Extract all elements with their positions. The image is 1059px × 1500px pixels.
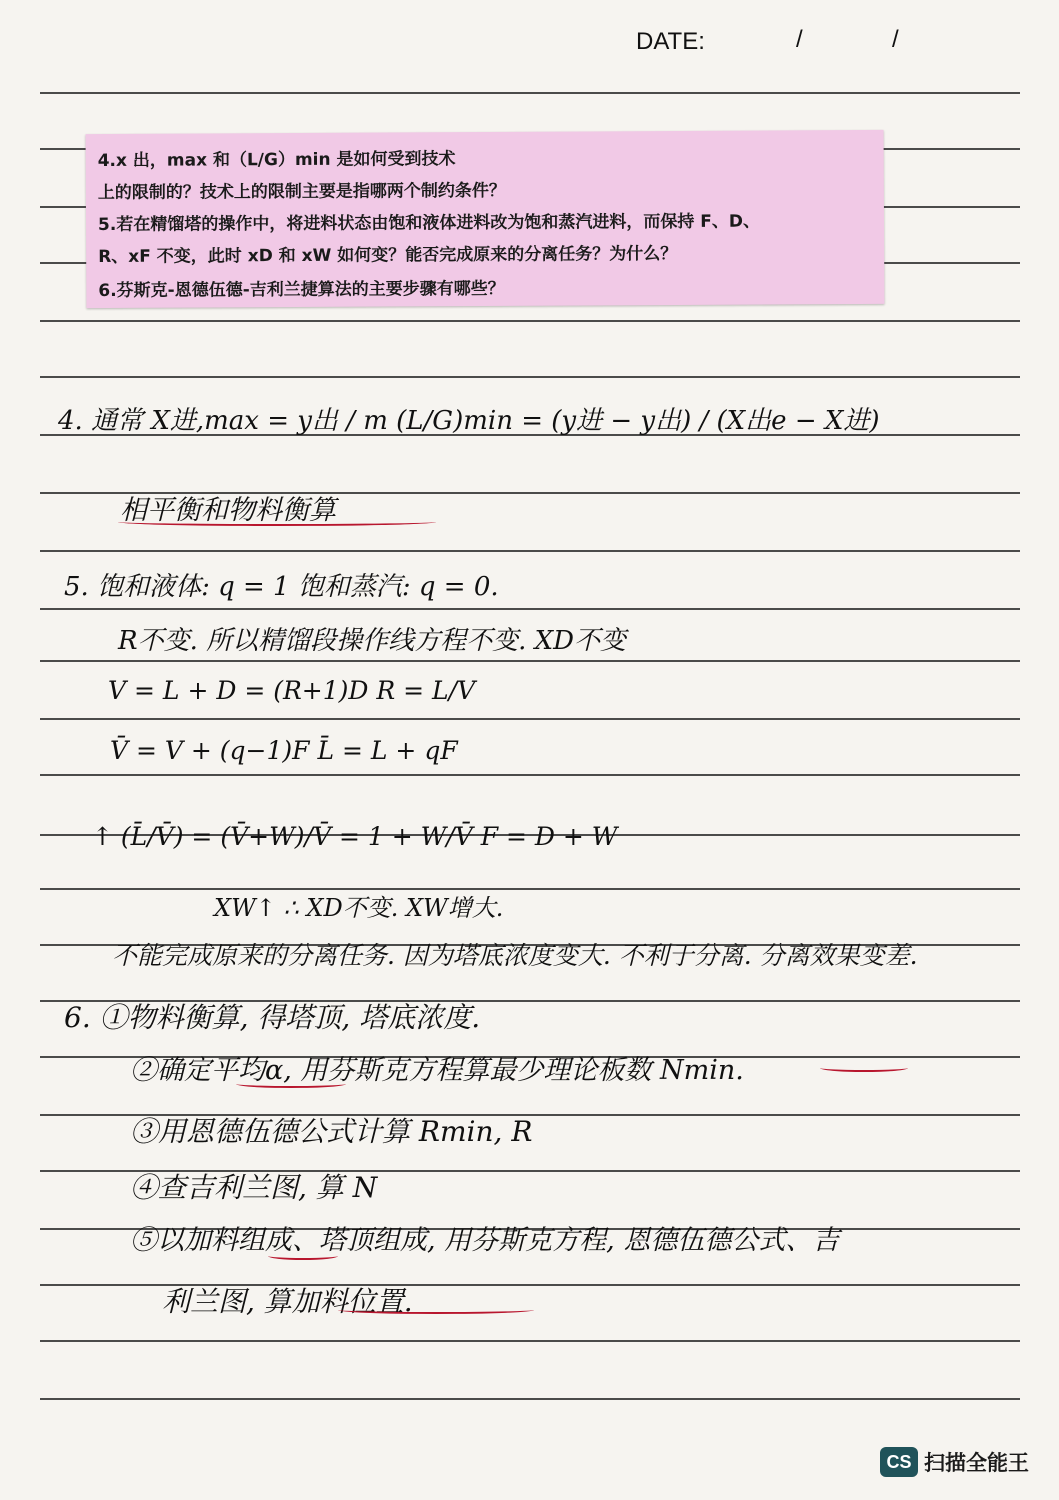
scanner-watermark: [880, 1444, 1029, 1480]
red-underline: [236, 1080, 346, 1088]
answer-5-ratio: ↑ (L̄/V̄) = (V̄+W)/V̄ = 1 + W/V̄ F = D + W: [92, 822, 618, 851]
ruled-line: [40, 774, 1020, 776]
question-5-line1: 5.若在精馏塔的操作中，将进料状态由饱和液体进料改为饱和蒸汽进料，而保持 F、D、: [97, 211, 761, 236]
question-6: 6.芬斯克-恩德伍德-吉利兰捷算法的主要步骤有哪些？: [98, 278, 505, 302]
answer-6-step5: ⑤以加料组成、塔顶组成, 用芬斯克方程, 恩德伍德公式、吉: [130, 1225, 840, 1256]
date-label: DATE:: [636, 28, 705, 55]
answer-6-step1: 6. ①物料衡算, 得塔顶, 塔底浓度.: [64, 1001, 481, 1034]
ruled-line: [40, 320, 1020, 322]
question-4-line1: 4.x 出，max 和（L/G）min 是如何受到技术: [97, 149, 456, 172]
answer-5-conclusion: 不能完成原来的分离任务. 因为塔底浓度变大. 不利于分离. 分离效果变差.: [112, 941, 918, 970]
ruled-line: [40, 1398, 1020, 1400]
answer-4-conditions: 相平衡和物料衡算: [120, 495, 336, 526]
ruled-line: [40, 888, 1020, 890]
watermark-text: 扫描全能王: [924, 1451, 1029, 1475]
question-4-line2: 上的限制的？技术上的限制主要是指哪两个制约条件？: [97, 180, 506, 204]
question-5-line2: R、xF 不变，此时 xD 和 xW 如何变？能否完成原来的分离任务？为什么？: [98, 243, 678, 268]
answer-6-step3: ③用恩德伍德公式计算 Rmin, R: [130, 1115, 533, 1148]
date-separator: /: [796, 26, 803, 53]
ruled-line: [40, 718, 1020, 720]
red-underline: [268, 1252, 338, 1260]
ruled-line: [40, 550, 1020, 552]
answer-5-vapor-balance: V = L + D = (R+1)D R = L/V: [108, 676, 476, 705]
answer-6-step5-cont: 利兰图, 算加料位置.: [162, 1285, 413, 1318]
answer-5-result: XW↑ ∴ XD不变. XW增大.: [214, 894, 504, 922]
red-underline: [338, 1306, 534, 1314]
ruled-line: [40, 376, 1020, 378]
answer-5-r-unchanged: R不变. 所以精馏段操作线方程不变. XD不变: [118, 626, 626, 656]
red-underline: [118, 518, 436, 526]
answer-4-formulas: 4. 通常 X进,max = y出 / m (L/G)min = (y进 − y出) / (X出e − X进): [58, 406, 880, 436]
camscanner-logo-icon: CS: [880, 1447, 918, 1477]
answer-5-q-values: 5. 饱和液体: q = 1 饱和蒸汽: q = 0.: [64, 572, 499, 602]
red-underline: [820, 1064, 908, 1072]
ruled-line: [40, 1340, 1020, 1342]
ruled-line: [40, 608, 1020, 610]
ruled-line: [40, 660, 1020, 662]
answer-6-step4: ④查吉利兰图, 算 N: [130, 1171, 378, 1204]
date-separator: /: [892, 26, 899, 53]
answer-6-step2: ②确定平均α, 用芬斯克方程算最少理论板数 Nmin.: [130, 1055, 744, 1086]
question-sticky-note: [86, 130, 885, 308]
answer-5-stripping-flows: V̄ = V + (q−1)F L̄ = L + qF: [110, 736, 458, 765]
ruled-line: [40, 92, 1020, 94]
